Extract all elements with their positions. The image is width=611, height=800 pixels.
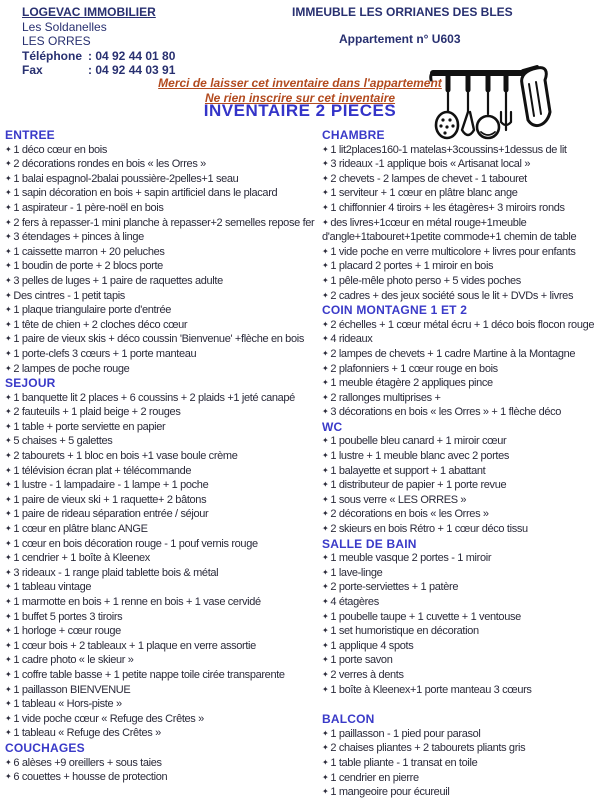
item-text: 1 plaque triangulaire porte d'entrée xyxy=(13,304,172,317)
item-text: 1 paire de rideau séparation entrée / séjour xyxy=(13,508,209,521)
inventory-item xyxy=(322,259,609,274)
section-title: WC xyxy=(322,419,343,434)
inventory-item xyxy=(322,639,609,654)
diamond-bullet-icon: ✦ xyxy=(322,202,329,212)
item-text: des livres+1cœur en métal rouge+1meuble d'angle+1tabouret+1petite commode+1 chemin de table xyxy=(322,216,577,244)
section-title: COIN MONTAGNE 1 ET 2 xyxy=(322,303,468,318)
diamond-bullet-icon: ✦ xyxy=(5,553,12,563)
inventory-item xyxy=(322,668,609,683)
diamond-bullet-icon: ✦ xyxy=(5,436,12,446)
inventory-item xyxy=(322,727,609,742)
phone-label: Téléphone xyxy=(22,48,83,63)
item-text: 1 banquette lit 2 places + 6 coussins + 2 plaids +1 jeté canapé xyxy=(13,391,295,404)
item-text: 1 placard 2 portes + 1 miroir en bois xyxy=(330,260,494,273)
left-column xyxy=(5,128,320,785)
notice-line-1: Merci de laisser cet inventaire dans l'appartement xyxy=(158,76,442,90)
diamond-bullet-icon: ✦ xyxy=(322,144,329,154)
diamond-bullet-icon: ✦ xyxy=(5,480,12,490)
item-text: 1 boudin de porte + 2 blocs porte xyxy=(13,260,163,273)
item-text: 1 lave-linge xyxy=(330,566,383,579)
inventory-item xyxy=(322,332,609,347)
item-text: 1 caissette marron + 20 peluches xyxy=(13,245,165,258)
item-text: 1 horloge + cœur rouge xyxy=(13,625,121,638)
page-title: INVENTAIRE 2 PIECES xyxy=(203,101,397,120)
inventory-item xyxy=(5,157,320,172)
item-text: 1 sapin décoration en bois + sapin artificiel dans le placard xyxy=(13,187,278,200)
diamond-bullet-icon: ✦ xyxy=(5,699,12,709)
diamond-bullet-icon: ✦ xyxy=(5,290,12,300)
item-text: 1 buffet 5 portes 3 tiroirs xyxy=(13,610,123,623)
diamond-bullet-icon: ✦ xyxy=(322,684,329,694)
diamond-bullet-icon: ✦ xyxy=(322,378,329,388)
item-text: 2 chaises pliantes + 2 tabourets pliants gris xyxy=(330,742,526,755)
item-text: 1 poubelle taupe + 1 cuvette + 1 ventouse xyxy=(330,610,521,623)
inventory-item xyxy=(5,332,320,347)
item-text: 1 table + porte serviette en papier xyxy=(13,420,166,433)
inventory-item xyxy=(5,259,320,274)
item-text: 1 pêle-mêle photo perso + 5 vides poches xyxy=(330,274,521,287)
inventory-item xyxy=(5,566,320,581)
item-text: 2 lampes de chevets + 1 cadre Martine à la Montagne xyxy=(330,347,576,360)
diamond-bullet-icon: ✦ xyxy=(322,772,329,782)
diamond-bullet-icon: ✦ xyxy=(5,246,12,256)
item-text: Des cintres - 1 petit tapis xyxy=(13,289,125,302)
inventory-item xyxy=(322,771,609,786)
diamond-bullet-icon: ✦ xyxy=(5,305,12,315)
inventory-item xyxy=(322,756,609,771)
diamond-bullet-icon: ✦ xyxy=(5,173,12,183)
inventory-item xyxy=(322,201,609,216)
inventory-item xyxy=(322,478,609,493)
inventory-item xyxy=(5,595,320,610)
item-text: 1 paillasson - 1 pied pour parasol xyxy=(330,727,481,740)
fax-label: Fax xyxy=(22,63,43,77)
item-text: 1 cendrier + 1 boîte à Kleenex xyxy=(13,552,150,565)
item-text: 1 lustre - 1 lampadaire - 1 lampe + 1 poche xyxy=(13,479,209,492)
diamond-bullet-icon: ✦ xyxy=(322,334,329,344)
diamond-bullet-icon: ✦ xyxy=(5,363,12,373)
diamond-bullet-icon: ✦ xyxy=(322,173,329,183)
item-text: 1 set humoristique en décoration xyxy=(330,625,479,638)
inventory-item xyxy=(5,303,320,318)
item-text: 6 alèses +9 oreillers + sous taies xyxy=(13,756,162,769)
item-text: 1 sous verre « LES ORRES » xyxy=(330,493,467,506)
diamond-bullet-icon: ✦ xyxy=(322,451,329,461)
diamond-bullet-icon: ✦ xyxy=(5,451,12,461)
section-title: COUCHAGES xyxy=(5,740,85,755)
inventory-item xyxy=(5,522,320,537)
inventory-item xyxy=(322,143,609,158)
diamond-bullet-icon: ✦ xyxy=(322,261,329,271)
inventory-item xyxy=(5,551,320,566)
inventory-item xyxy=(5,464,320,479)
inventory-item xyxy=(322,785,609,800)
inventory-item xyxy=(322,391,609,406)
diamond-bullet-icon: ✦ xyxy=(5,217,12,227)
item-text: 1 chiffonnier 4 tiroirs + les étagères+ 3 miroirs ronds xyxy=(330,201,565,214)
section-couchages xyxy=(5,741,320,785)
inventory-item xyxy=(5,639,320,654)
agency-residence: Les Soldanelles xyxy=(22,19,107,34)
inventory-item xyxy=(322,434,609,449)
inventory-item xyxy=(5,405,320,420)
item-text: 2 skieurs en bois Rétro + 1 cœur déco tissu xyxy=(330,523,528,536)
item-text: 1 lustre + 1 meuble blanc avec 2 portes xyxy=(330,450,510,463)
inventory-item xyxy=(5,143,320,158)
inventory-item xyxy=(322,289,609,304)
diamond-bullet-icon: ✦ xyxy=(322,655,329,665)
diamond-bullet-icon: ✦ xyxy=(5,494,12,504)
section-title: SALLE DE BAIN xyxy=(322,536,417,551)
inventory-item xyxy=(5,201,320,216)
section-entree xyxy=(5,128,320,376)
inventory-item xyxy=(322,318,609,333)
diamond-bullet-icon: ✦ xyxy=(5,640,12,650)
diamond-bullet-icon: ✦ xyxy=(5,538,12,548)
section-coin-montagne-1-et-2 xyxy=(322,303,609,420)
inventory-item xyxy=(322,610,609,625)
diamond-bullet-icon: ✦ xyxy=(5,728,12,738)
item-text: 2 porte-serviettes + 1 patère xyxy=(330,581,459,594)
item-text: 1 cendrier en pierre xyxy=(330,771,419,784)
item-text: 2 rallonges multiprises + xyxy=(330,391,441,404)
inventory-item xyxy=(5,770,320,785)
inventory-item xyxy=(322,464,609,479)
inventory-item xyxy=(322,493,609,508)
item-text: 1 poubelle bleu canard + 1 miroir cœur xyxy=(330,435,507,448)
inventory-item xyxy=(5,493,320,508)
section-chambre xyxy=(322,128,609,303)
agency-name: LOGEVAC IMMOBILIER xyxy=(22,5,156,19)
section-title: BALCON xyxy=(322,712,375,727)
inventory-item xyxy=(322,653,609,668)
inventory-item xyxy=(5,478,320,493)
diamond-bullet-icon: ✦ xyxy=(322,436,329,446)
inventory-item xyxy=(322,405,609,420)
inventory-item xyxy=(5,507,320,522)
inventory-item xyxy=(5,668,320,683)
diamond-bullet-icon: ✦ xyxy=(5,348,12,358)
inventory-item xyxy=(322,362,609,377)
inventory-item xyxy=(5,683,320,698)
section-title: CHAMBRE xyxy=(322,128,385,142)
item-text: 2 verres à dents xyxy=(330,668,404,681)
item-text: 1 cœur bois + 2 tableaux + 1 plaque en verre assortie xyxy=(13,639,256,652)
item-text: 1 balayette et support + 1 abattant xyxy=(330,464,486,477)
item-text: 3 pelles de luges + 1 paire de raquettes adulte xyxy=(13,274,223,287)
item-text: 2 fers à repasser-1 mini planche à repasser+2 semelles repose fer xyxy=(13,216,315,229)
item-text: 1 cœur en bois décoration rouge - 1 pouf vernis rouge xyxy=(13,537,258,550)
item-text: 1 porte savon xyxy=(330,654,393,667)
diamond-bullet-icon: ✦ xyxy=(322,640,329,650)
diamond-bullet-icon: ✦ xyxy=(322,188,329,198)
inventory-item xyxy=(5,216,320,231)
section-salle-de-bain xyxy=(322,537,609,698)
diamond-bullet-icon: ✦ xyxy=(322,567,329,577)
inventory-item xyxy=(5,172,320,187)
inventory-item xyxy=(5,449,320,464)
diamond-bullet-icon: ✦ xyxy=(5,713,12,723)
diamond-bullet-icon: ✦ xyxy=(322,392,329,402)
item-text: 1 vide poche en verre multicolore + livres pour enfants xyxy=(330,245,576,258)
item-text: 1 paire de vieux skis + déco coussin 'Bienvenue' +flèche en bois xyxy=(13,333,304,346)
diamond-bullet-icon: ✦ xyxy=(322,407,329,417)
diamond-bullet-icon: ✦ xyxy=(5,524,12,534)
item-text: 1 boîte à Kleenex+1 porte manteau 3 cœurs xyxy=(330,683,532,696)
item-text: 1 tableau « Refuge des Crêtes » xyxy=(13,727,161,740)
item-text: 6 couettes + housse de protection xyxy=(13,771,168,784)
agency-phone xyxy=(22,49,175,64)
inventory-item xyxy=(322,551,609,566)
inventory-item xyxy=(5,580,320,595)
diamond-bullet-icon: ✦ xyxy=(322,524,329,534)
item-text: 3 décorations en bois « les Orres » + 1 flèche déco xyxy=(330,406,562,419)
inventory-item xyxy=(5,230,320,245)
item-text: 1 distributeur de papier + 1 porte revue xyxy=(330,479,507,492)
diamond-bullet-icon: ✦ xyxy=(322,611,329,621)
inventory-item xyxy=(322,347,609,362)
item-text: 1 paire de vieux ski + 1 raquette+ 2 bâtons xyxy=(13,493,207,506)
item-text: 1 meuble étagère 2 appliques pince xyxy=(330,377,493,390)
diamond-bullet-icon: ✦ xyxy=(5,202,12,212)
diamond-bullet-icon: ✦ xyxy=(322,787,329,797)
diamond-bullet-icon: ✦ xyxy=(322,743,329,753)
section-title: SEJOUR xyxy=(5,376,56,391)
diamond-bullet-icon: ✦ xyxy=(5,509,12,519)
inventory-item xyxy=(5,420,320,435)
inventory-item xyxy=(322,245,609,260)
item-text: 1 marmotte en bois + 1 renne en bois + 1 vase cervidé xyxy=(13,596,261,608)
diamond-bullet-icon: ✦ xyxy=(5,275,12,285)
diamond-bullet-icon: ✦ xyxy=(322,582,329,592)
diamond-bullet-icon: ✦ xyxy=(5,334,12,344)
item-text: 5 chaises + 5 galettes xyxy=(13,435,113,448)
diamond-bullet-icon: ✦ xyxy=(5,611,12,621)
item-text: 2 échelles + 1 cœur métal écru + 1 déco bois flocon rouge xyxy=(330,318,595,331)
inventory-item xyxy=(5,712,320,727)
item-text: 1 tableau vintage xyxy=(13,581,92,594)
item-text: 1 balai espagnol-2balai poussière-2pelles+1 seau xyxy=(13,172,239,185)
inventory-item xyxy=(5,391,320,406)
item-text: 1 cadre photo « le skieur » xyxy=(13,654,134,667)
agency-city: LES ORRES xyxy=(22,34,91,48)
diamond-bullet-icon: ✦ xyxy=(322,626,329,636)
item-text: 2 chevets - 2 lampes de chevet - 1 tabouret xyxy=(330,172,527,185)
notice-line-2: Ne rien inscrire sur cet inventaire xyxy=(204,90,396,105)
item-text: 4 étagères xyxy=(330,596,379,608)
item-text: 1 serviteur + 1 cœur en plâtre blanc ange xyxy=(330,187,518,200)
item-text: 2 décorations rondes en bois « les Orres » xyxy=(13,158,206,171)
diamond-bullet-icon: ✦ xyxy=(5,319,12,329)
fax-value: : 04 92 44 03 91 xyxy=(88,63,176,77)
diamond-bullet-icon: ✦ xyxy=(5,232,12,242)
item-text: 1 aspirateur - 1 père-noël en bois xyxy=(13,201,164,214)
agency-block xyxy=(22,5,175,78)
item-text: 3 rideaux - 1 range plaid tablette bois & métal xyxy=(13,566,219,579)
inventory-item xyxy=(322,274,609,289)
item-text: 1 mangeoire pour écureuil xyxy=(330,786,450,799)
inventory-item xyxy=(5,610,320,625)
item-text: 2 cadres + des jeux société sous le lit + DVDs + livres xyxy=(330,289,574,302)
inventory-item xyxy=(322,624,609,639)
item-text: 2 plafonniers + 1 cœur rouge en bois xyxy=(330,362,498,375)
apartment-number: Appartement n° U603 xyxy=(339,32,461,46)
inventory-item xyxy=(5,186,320,201)
diamond-bullet-icon: ✦ xyxy=(5,669,12,679)
inventory-item xyxy=(5,726,320,741)
inventory-item xyxy=(322,566,609,581)
diamond-bullet-icon: ✦ xyxy=(322,319,329,329)
inventory-item xyxy=(5,318,320,333)
item-text: 1 cœur en plâtre blanc ANGE xyxy=(13,523,148,536)
diamond-bullet-icon: ✦ xyxy=(5,567,12,577)
diamond-bullet-icon: ✦ xyxy=(322,275,329,285)
inventory-item xyxy=(5,274,320,289)
diamond-bullet-icon: ✦ xyxy=(5,159,12,169)
diamond-bullet-icon: ✦ xyxy=(5,392,12,402)
inventory-item xyxy=(5,245,320,260)
diamond-bullet-icon: ✦ xyxy=(5,655,12,665)
diamond-bullet-icon: ✦ xyxy=(5,261,12,271)
inventory-item xyxy=(322,741,609,756)
item-text: 3 rideaux -1 applique bois « Artisanat local » xyxy=(330,158,531,171)
item-text: 1 télévision écran plat + télécommande xyxy=(13,464,192,477)
item-text: 4 rideaux xyxy=(330,333,373,346)
item-text: 1 applique 4 spots xyxy=(330,639,414,652)
inventory-item xyxy=(322,595,609,610)
diamond-bullet-icon: ✦ xyxy=(322,348,329,358)
diamond-bullet-icon: ✦ xyxy=(322,480,329,490)
diamond-bullet-icon: ✦ xyxy=(322,757,329,767)
diamond-bullet-icon: ✦ xyxy=(322,246,329,256)
inventory-item xyxy=(5,756,320,771)
diamond-bullet-icon: ✦ xyxy=(322,669,329,679)
inventory-item xyxy=(5,653,320,668)
phone-value: : 04 92 44 01 80 xyxy=(88,48,176,63)
diamond-bullet-icon: ✦ xyxy=(5,421,12,431)
diamond-bullet-icon: ✦ xyxy=(5,407,12,417)
inventory-item xyxy=(322,522,609,537)
diamond-bullet-icon: ✦ xyxy=(5,626,12,636)
diamond-bullet-icon: ✦ xyxy=(5,582,12,592)
diamond-bullet-icon: ✦ xyxy=(322,290,329,300)
diamond-bullet-icon: ✦ xyxy=(5,772,12,782)
section-wc xyxy=(322,420,609,537)
inventory-item xyxy=(322,580,609,595)
inventory-item xyxy=(5,537,320,552)
inventory-item xyxy=(322,507,609,522)
diamond-bullet-icon: ✦ xyxy=(322,363,329,373)
inventory-item xyxy=(5,697,320,712)
item-text: 1 tête de chien + 2 cloches déco cœur xyxy=(13,318,188,331)
diamond-bullet-icon: ✦ xyxy=(322,494,329,504)
item-text: 1 lit2places160-1 matelas+3coussins+1dessus de lit xyxy=(330,143,567,156)
item-text: 2 fauteuils + 1 plaid beige + 2 rouges xyxy=(13,406,181,419)
item-text: 1 paillasson BIENVENUE xyxy=(13,683,131,696)
inventory-item xyxy=(5,434,320,449)
diamond-bullet-icon: ✦ xyxy=(322,509,329,519)
inventory-item xyxy=(5,347,320,362)
inventory-item xyxy=(322,449,609,464)
item-text: 1 porte-clefs 3 cœurs + 1 porte manteau xyxy=(13,347,197,360)
diamond-bullet-icon: ✦ xyxy=(322,728,329,738)
inventory-item xyxy=(5,362,320,377)
diamond-bullet-icon: ✦ xyxy=(322,597,329,606)
inventory-item xyxy=(322,683,609,698)
item-text: 1 vide poche cœur « Refuge des Crêtes » xyxy=(13,712,204,725)
diamond-bullet-icon: ✦ xyxy=(322,217,329,227)
section-title: ENTREE xyxy=(5,128,55,142)
diamond-bullet-icon: ✦ xyxy=(5,757,12,767)
item-text: 1 table pliante - 1 transat en toile xyxy=(330,756,478,769)
diamond-bullet-icon: ✦ xyxy=(5,188,12,198)
item-text: 1 déco cœur en bois xyxy=(13,143,107,156)
right-column xyxy=(322,128,609,800)
section-balcon xyxy=(322,712,609,800)
inventory-item xyxy=(5,624,320,639)
section-sejour xyxy=(5,376,320,741)
inventory-item xyxy=(322,376,609,391)
building-name: IMMEUBLE LES ORRIANES DES BLES xyxy=(292,5,513,19)
item-text: 1 coffre table basse + 1 petite nappe toile cirée transparente xyxy=(13,668,285,681)
diamond-bullet-icon: ✦ xyxy=(322,553,329,563)
item-text: 1 meuble vasque 2 portes - 1 miroir xyxy=(330,552,492,565)
diamond-bullet-icon: ✦ xyxy=(5,144,12,154)
item-text: 1 tableau « Hors-piste » xyxy=(13,698,122,711)
diamond-bullet-icon: ✦ xyxy=(5,465,12,475)
item-text: 3 étendages + pinces à linge xyxy=(13,231,144,244)
inventory-item xyxy=(5,289,320,304)
item-text: 2 décorations en bois « les Orres » xyxy=(330,508,489,521)
diamond-bullet-icon: ✦ xyxy=(322,159,329,169)
diamond-bullet-icon: ✦ xyxy=(5,597,12,606)
inventory-item xyxy=(322,186,609,201)
document-header xyxy=(0,0,611,128)
item-text: 2 tabourets + 1 bloc en bois +1 vase boule crème xyxy=(13,450,238,463)
inventory-item xyxy=(322,157,609,172)
item-text: 2 lampes de poche rouge xyxy=(13,362,130,375)
diamond-bullet-icon: ✦ xyxy=(5,684,12,694)
diamond-bullet-icon: ✦ xyxy=(322,465,329,475)
inventory-item xyxy=(322,216,609,245)
inventory-item xyxy=(322,172,609,187)
